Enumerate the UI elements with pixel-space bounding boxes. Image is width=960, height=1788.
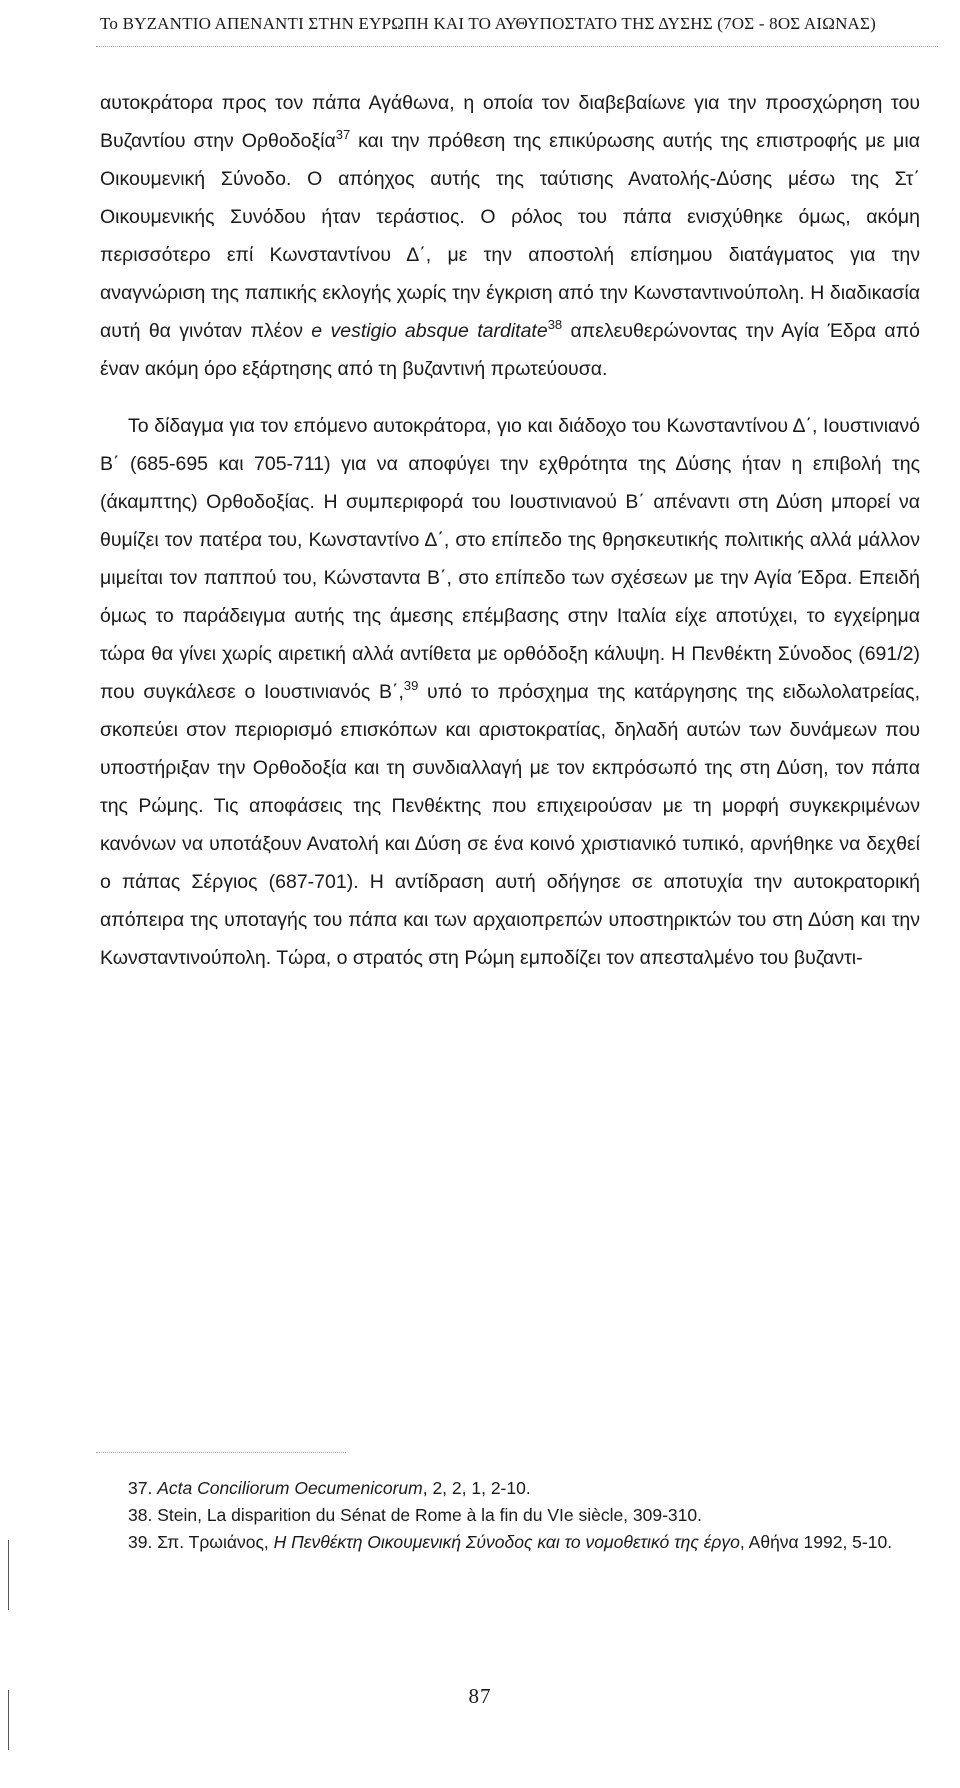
footnote-38 [128, 1502, 928, 1529]
footnote-ref-39[interactable]: 39 [403, 678, 419, 693]
paragraph-2-text-a: Το δίδαγμα για τον επόμενο αυτοκράτορα, γιο και διάδοχο του Κωνσταντίνου Δ΄, Ιουστινιανό Β΄ (685-695 και 705-711) για να αποφύγει την εχθρότητα της Δύσης ήταν η επιβολή της (άκαμπτης) Ορθοδοξίας. Η συμπεριφορά του Ιουστινιανού Β΄ απέναντι στη Δύση μπορεί να θυμίζει τον πατέρα του, Κωνσταντίνο Δ΄, στο επίπεδο της θρησκευτικής πολιτικής αλλά μάλλον μιμείται τον παππού του, Κώνσταντα Β΄, στο επίπεδο των σχέσεων με την Αγία Έδρα. Επειδή όμως το παράδειγμα αυτής της άμεσης επέμβασης στην Ιταλία είχε αποτύχει, το εγχείρημα τώρα θα γίνει χωρίς αιρετική αλλά αντίθετα με ορθόδοξη κάλυψη. Η Πενθέκτη Σύνοδος (691/2) που συγκάλεσε ο Ιουστινιανός Β΄, [100, 415, 920, 703]
paragraph-1-text-c: απελευθερώνοντας την Αγία Έδρα από έναν ακόμη όρο εξάρτησης από τη βυζαντινή πρωτεύουσα. [100, 320, 920, 380]
scan-edge-mark [8, 1690, 9, 1750]
footnote-number: 37. [128, 1478, 153, 1498]
footnote-text: Stein, La disparition du Sénat de Rome à la fin du VIe siècle, 309-310. [157, 1505, 702, 1525]
paragraph-1-text-b: και την πρόθεση της επικύρωσης αυτής της επιστροφής με μια Οικουμενική Σύνοδο. Ο απόηχος αυτής της ταύτισης Ανατολής-Δύσης μέσω της Στ΄ Οικουμενικής Συνόδου ήταν τεράστιος. Ο ρόλος του πάπα ενισχύθηκε όμως, ακόμη περισσότερο επί Κωνσταντίνου Δ΄, με την αποστολή επίσημου διατάγματος για την αναγνώριση της παπικής εκλογής χωρίς την έγκριση από την Κωνσταντινούπολη. Η διαδικασία αυτή θα γινόταν πλέον [100, 130, 920, 342]
header-rule [96, 46, 938, 47]
paragraph-2-text-b: υπό το πρόσχημα της κατάργησης της ειδωλολατρείας, σκοπεύει στον περιορισμό επισκόπων και αριστοκρατίας, δηλαδή αυτών των δυνάμεων που υποστήριξαν την Ορθοδοξία και τη συνδιαλλαγή με τον εκπρόσωπό της στη Δύση, τον πάπα της Ρώμης. Τις αποφάσεις της Πενθέκτης που επιχειρούσαν με τη μορφή συγκεκριμένων κανόνων να υποτάξουν Ανατολή και Δύση σε ένα κοινό χριστιανικό τυπικό, αρνήθηκε να δεχθεί ο πάπας Σέργιος (687-701). Η αντίδραση αυτή οδήγησε σε αποτυχία την αυτοκρατορική απόπειρα της υποταγής του πάπα και των αρχαιοπρεπών υποστηρικτών του στη Δύση και την Κωνσταντινούπολη. Τώρα, ο στρατός στη Ρώμη εμποδίζει τον απεσταλμένο του βυζαντι- [100, 681, 920, 969]
footnotes [128, 1475, 928, 1556]
paragraph-2 [100, 407, 920, 977]
footnote-rule [96, 1452, 346, 1453]
latin-phrase: e vestigio absque tarditate [311, 320, 548, 342]
main-text [100, 84, 920, 977]
scan-edge-mark [8, 1540, 9, 1610]
footnote-title: Η Πενθέκτη Οικουμενική Σύνοδος και το νομοθετικό της έργο [273, 1532, 740, 1552]
paragraph-1 [100, 84, 920, 388]
footnote-author: Σπ. Τρωιάνος, [157, 1532, 274, 1552]
footnote-text: , 2, 2, 1, 2-10. [422, 1478, 531, 1498]
footnote-39 [128, 1529, 928, 1556]
footnote-text: , Αθήνα 1992, 5-10. [739, 1532, 893, 1552]
footnote-title: Acta Conciliorum Oecumenicorum [157, 1478, 423, 1498]
page-number: 87 [468, 1684, 492, 1708]
paragraph-1-text-a: αυτοκράτορα προς τον πάπα Αγάθωνα, η οποία τον διαβεβαίωνε για την προσχώρηση του Βυζαντίου στην Ορθοδοξία [100, 92, 920, 152]
footnote-ref-38[interactable]: 38 [547, 317, 563, 332]
footnote-37 [128, 1475, 928, 1502]
footnote-ref-37[interactable]: 37 [335, 127, 351, 142]
footnote-number: 39. [128, 1532, 153, 1552]
footnote-number: 38. [128, 1505, 153, 1525]
running-header: Το ΒΥΖΑΝΤΙΟ ΑΠΕΝΑΝΤΙ ΣΤΗΝ ΕΥΡΩΠΗ ΚΑΙ ΤΟ ΑΥΘΥΠΟΣΤΑΤΟ ΤΗΣ ΔΥΣΗΣ (7ΟΣ - 8ΟΣ ΑΙΩΝΑΣ) [100, 14, 876, 33]
